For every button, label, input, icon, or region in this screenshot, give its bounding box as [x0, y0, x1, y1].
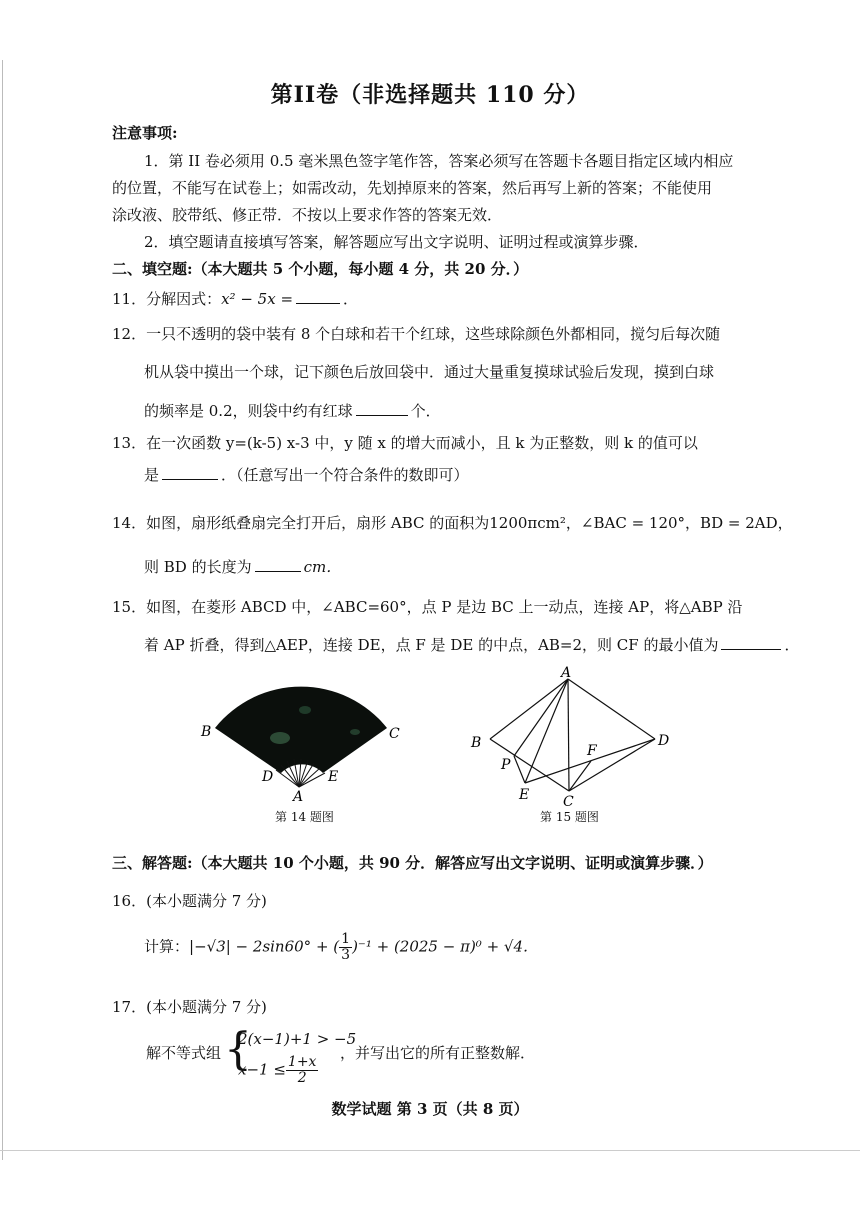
segment-ad — [568, 679, 655, 739]
fig15-label-e: E — [519, 787, 530, 803]
fig14-label-c: C — [389, 726, 400, 742]
fig14-label-b: B — [201, 724, 212, 740]
q16-expr-b: )⁻¹ + (2025 − π)⁰ + √4． — [352, 937, 539, 956]
fan-painting-mark — [299, 706, 311, 714]
notice-item2: 2．填空题请直接填写答案，解答题应写出文字说明、证明过程或演算步骤． — [144, 233, 649, 251]
q12-line2: 机从袋中摸出一个球，记下颜色后放回袋中．通过大量重复摸球试验后发现，摸到白球 — [144, 363, 715, 381]
q12-line1: 12．一只不透明的袋中装有 8 个白球和若干个红球，这些球除颜色外都相同，搅匀后每次随 — [112, 325, 721, 343]
figure-15-rhombus — [465, 665, 705, 810]
notice-item1-line2: 的位置，不能写在试卷上；如需改动，先划掉原来的答案，然后再写上新的答案；不能使用 — [112, 179, 713, 197]
notice-heading: 注意事项: — [112, 124, 178, 142]
section3-heading: 三、解答题:（本大题共 10 个小题，共 90 分．解答应写出文字说明、证明或演算步骤．） — [112, 854, 713, 872]
q14-line2 — [144, 556, 341, 577]
q17-frac-num: 1+x — [287, 1054, 317, 1070]
figure-14-caption: 第 14 题图 — [275, 810, 334, 824]
q17-prefix: 解不等式组 — [146, 1044, 222, 1062]
q11: 11．分解因式：x² − 5x = ． — [112, 290, 359, 308]
fig15-label-p: P — [501, 757, 511, 773]
page-bottom-edge — [0, 1150, 860, 1151]
segment-cf — [569, 761, 591, 791]
q16-frac-den: 3 — [341, 947, 351, 963]
q13-line2-prefix: 是 — [144, 466, 160, 484]
q17-inequality-1: 2(x−1)+1 > −5 — [238, 1030, 357, 1048]
q13-answer-blank[interactable] — [162, 467, 218, 480]
q17-fraction — [286, 1055, 319, 1086]
q13-line2-suffix: ．（任意写出一个符合条件的数即可） — [221, 466, 469, 484]
q15-answer-blank[interactable] — [721, 637, 781, 650]
q16-fraction — [339, 932, 352, 963]
q13-line2 — [144, 464, 469, 485]
q17-ineq2-left: x−1 ≤ — [238, 1060, 286, 1079]
q17-title: 17．(本小题满分 7 分) — [112, 998, 267, 1016]
q11-prefix: 11．分解因式： — [112, 290, 222, 308]
q15-line2-prefix: 着 AP 折叠，得到△AEP，连接 DE，点 F 是 DE 的中点，AB=2，则 CF 的最小值为 — [144, 636, 719, 654]
section2-heading: 二、填空题:（本大题共 5 个小题，每小题 4 分，共 20 分．） — [112, 260, 529, 278]
q13-line1: 13．在一次函数 y=(k-5) x-3 中，y 随 x 的增大而减小，且 k 为正整数，则 k 的值可以 — [112, 434, 698, 452]
q15-line1: 15．如图，在菱形 ABCD 中，∠ABC=60°，点 P 是边 BC 上一动点，连接 AP，将△ABP 沿 — [112, 598, 743, 616]
segment-ac — [568, 679, 569, 791]
page-left-edge — [2, 60, 3, 1160]
q12-answer-blank[interactable] — [356, 403, 408, 416]
q17-suffix: ，并写出它的所有正整数解． — [340, 1044, 536, 1062]
fig15-label-b: B — [471, 735, 482, 751]
q16-expression — [144, 932, 538, 963]
q17-frac-den: 2 — [297, 1070, 307, 1086]
q17-inequality-2 — [238, 1055, 318, 1086]
segment-ab — [490, 679, 568, 739]
fig15-label-c: C — [563, 794, 574, 810]
q15-line2 — [144, 634, 799, 655]
q14-line2-suffix: cm． — [303, 558, 342, 576]
notice-item1-line1: 1．第 II 卷必须用 0.5 毫米黑色签字笔作答，答案必须写在答题卡各题目指定区域内相应 — [144, 152, 734, 170]
fan-painting-mark — [350, 729, 360, 735]
figure-14-fan — [195, 670, 410, 805]
page-footer: 数学试题 第 3 页（共 8 页） — [331, 1100, 529, 1118]
q12-line3-prefix: 的频率是 0.2，则袋中约有红球 — [144, 402, 353, 420]
fig14-label-a: A — [293, 789, 304, 805]
q12-line3-suffix: 个． — [410, 402, 441, 420]
q17-brace: { — [224, 1024, 252, 1075]
q11-expression: x² − 5x = — [221, 290, 294, 308]
q14-line2-prefix: 则 BD 的长度为 — [144, 558, 252, 576]
q14-line1: 14．如图，扇形纸叠扇完全打开后，扇形 ABC 的面积为1200πcm²，∠BAC = 120°，BD = 2AD， — [112, 514, 793, 532]
q12-line3 — [144, 400, 441, 421]
q15-line2-suffix: ． — [784, 636, 800, 654]
notice-item1-line3: 涂改液、胶带纸、修正带．不按以上要求作答的答案无效． — [112, 206, 503, 224]
segment-pe — [514, 756, 525, 783]
q11-answer-blank[interactable] — [296, 291, 340, 304]
q16-frac-num: 1 — [341, 931, 351, 947]
fig15-label-f: F — [587, 743, 597, 759]
fan-painting-mark — [270, 732, 290, 744]
q16-expr-a: |−√3| − 2sin60° + ( — [189, 937, 340, 956]
figure-15-caption: 第 15 题图 — [540, 810, 599, 824]
q14-answer-blank[interactable] — [255, 559, 301, 572]
fig14-label-d: D — [262, 769, 274, 785]
q16-prefix: 计算： — [144, 937, 190, 956]
section-title: 第II卷（非选择题共 110 分） — [270, 82, 590, 108]
fig14-label-e: E — [328, 769, 339, 785]
segment-cd — [569, 739, 655, 791]
fig15-label-d: D — [658, 733, 670, 749]
fig15-label-a: A — [561, 665, 572, 681]
q16-title: 16．(本小题满分 7 分) — [112, 892, 267, 910]
